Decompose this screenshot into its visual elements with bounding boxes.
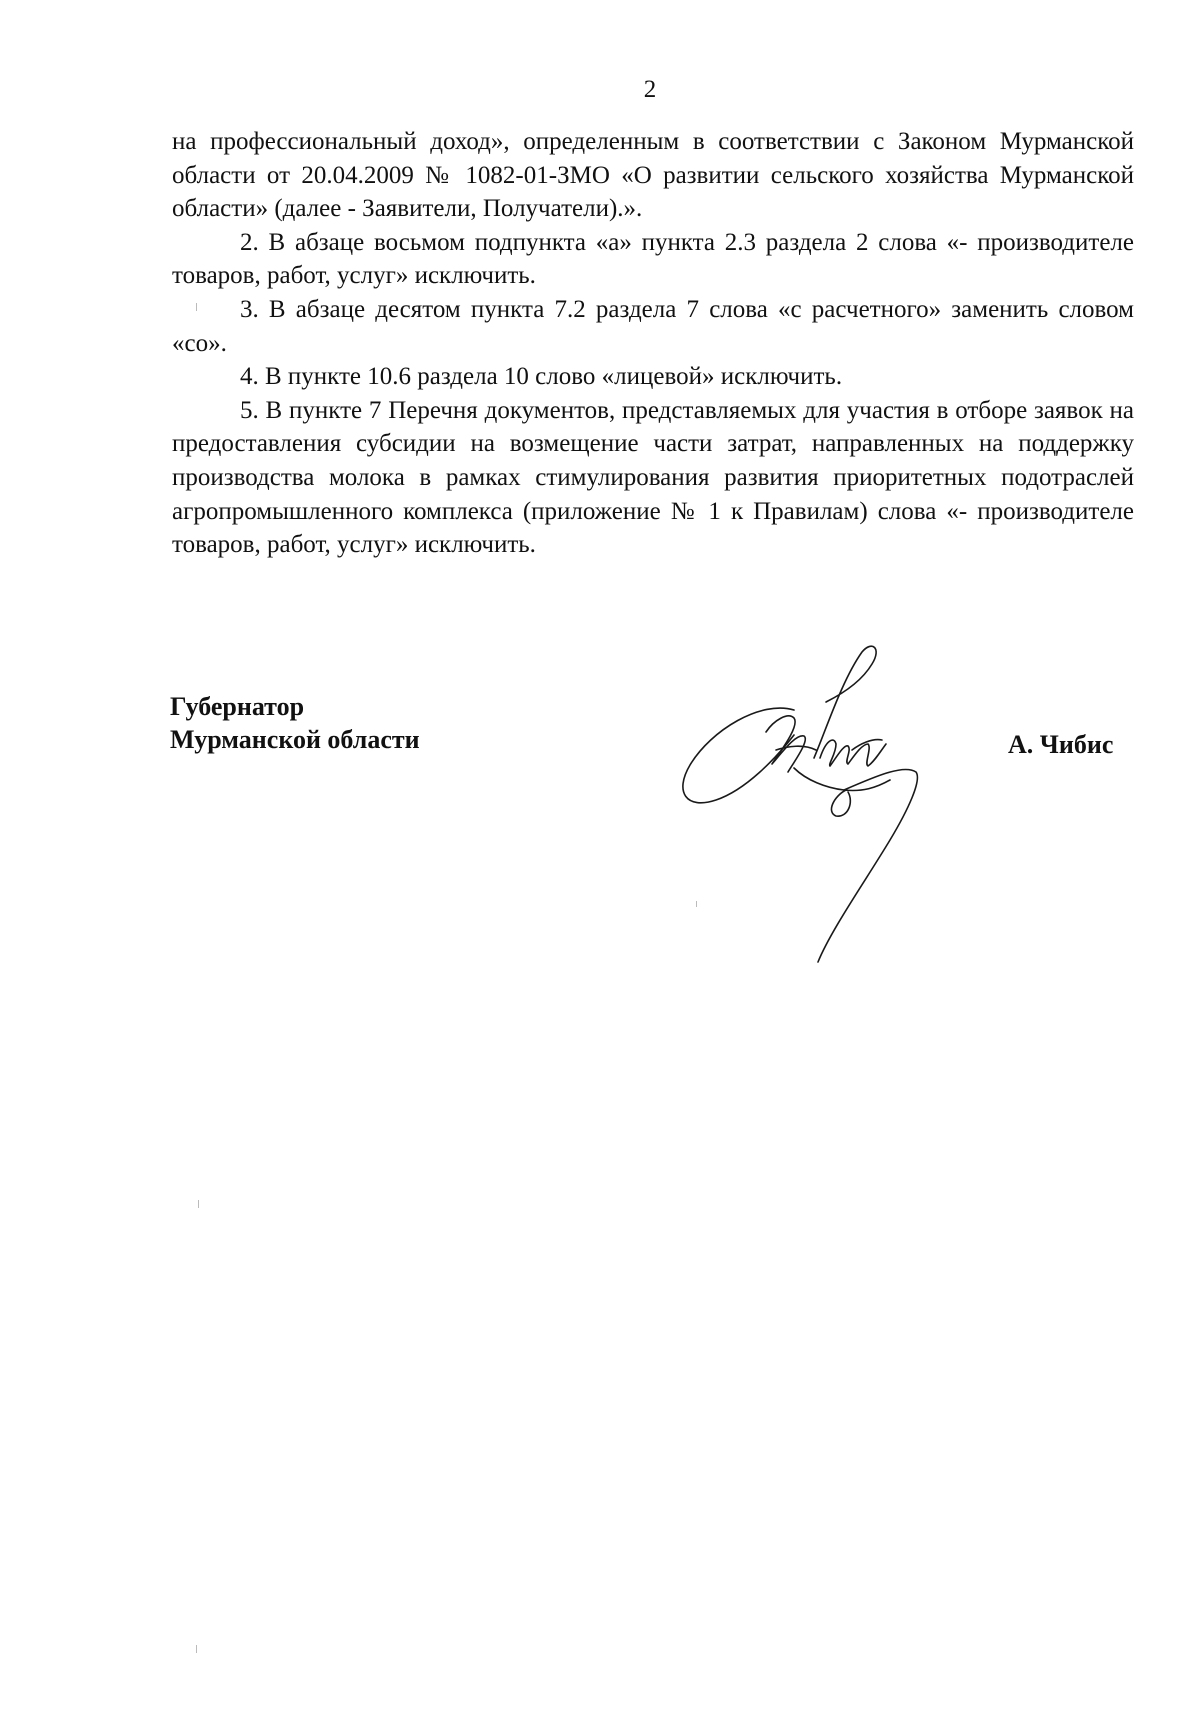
page-number: 2 bbox=[643, 76, 657, 103]
handwritten-signature-icon bbox=[676, 640, 956, 970]
paragraph-item-4: 4. В пункте 10.6 раздела 10 слово «лицевой» исключить. bbox=[240, 363, 843, 391]
paragraph-continuation: на профессиональный доход», определенным в соответствии с Законом Мурманской области от 20.04.2009 № 1082-01-ЗМО «О развитии сельского хозяйства Мурманской области» (далее - Заявители, Получатели).». bbox=[172, 128, 1134, 223]
scan-mark bbox=[198, 1200, 199, 1208]
paragraph-item-5: 5. В пункте 7 Перечня документов, представляемых для участия в отборе заявок на предоставления субсидии на возмещение части затрат, направленных на поддержку производства молока в рамках стимулирования развития приоритетных подотраслей агропромышленного комплекса (приложение № 1 к Правилам) слова «- производителе товаров, работ, услуг» исключить. bbox=[172, 396, 1134, 559]
signatory-name: А. Чибис bbox=[1008, 730, 1114, 759]
scan-mark bbox=[696, 901, 697, 907]
paragraph-item-3: 3. В абзаце десятом пункта 7.2 раздела 7 слова «с расчетного» заменить словом «со». bbox=[172, 295, 1134, 357]
scan-mark bbox=[196, 1645, 197, 1653]
scan-mark bbox=[196, 303, 197, 311]
signatory-position-line-2: Мурманской области bbox=[170, 725, 420, 754]
paragraph-item-2: 2. В абзаце восьмом подпункта «а» пункта 2.3 раздела 2 слова «- производителе товаров, работ, услуг» исключить. bbox=[172, 228, 1134, 290]
signatory-position bbox=[170, 690, 420, 756]
document-body bbox=[172, 125, 1134, 562]
signatory-position-line-1: Губернатор bbox=[170, 692, 305, 721]
